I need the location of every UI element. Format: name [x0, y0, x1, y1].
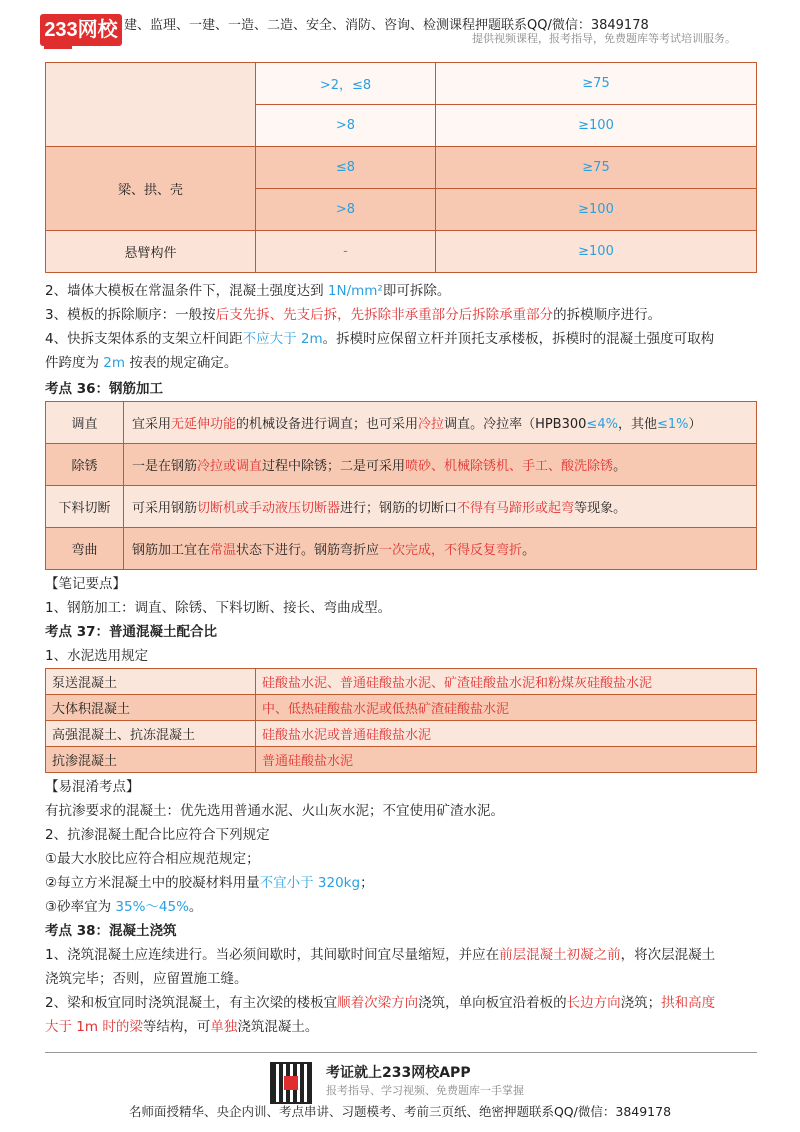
table-cell: [124, 486, 757, 528]
text-span: ）: [688, 417, 702, 432]
table-cell: [124, 402, 757, 444]
text-span: 3、模板的拆除顺序：一般按: [45, 307, 216, 323]
table-row: [46, 669, 757, 695]
highlight-text: 前层混凝土初凝之前: [499, 947, 621, 963]
highlight-text: 常温: [210, 543, 237, 558]
table-row: [46, 231, 757, 273]
formwork-paragraphs: [45, 279, 757, 375]
highlight-text: 不得有马蹄形或起弯: [457, 501, 575, 516]
table-cell: >2，≤8: [256, 63, 436, 105]
highlight-text: 不应大于 2m: [242, 331, 323, 347]
text-span: 等现象。: [574, 501, 627, 516]
paragraph: [45, 871, 757, 895]
highlight-text: 2m: [103, 355, 126, 371]
note-text: 1、钢筋加工：调直、除锈、下料切断、接长、弯曲成型。: [45, 600, 392, 616]
highlight-text: 不宜小于 320kg: [259, 875, 361, 891]
section-title: 考点 36：钢筋加工: [45, 381, 163, 397]
highlight-text: 拱和高度: [661, 995, 716, 1011]
highlight-text: 无延伸功能: [171, 417, 237, 432]
highlight-text: 切断机或手动液压切断器: [197, 501, 341, 516]
table-cell: 泵送混凝土: [46, 669, 256, 695]
table-cell: ≥100: [436, 189, 757, 231]
table-cell: 调直: [46, 402, 124, 444]
text-span: 。: [188, 899, 203, 915]
main-content: [45, 62, 757, 1039]
table-row: [46, 402, 757, 444]
logo-accent: [44, 44, 72, 49]
table-cell: 抗渗混凝土: [46, 747, 256, 773]
table-row: [46, 147, 757, 189]
text-span: ③砂率宜为: [45, 899, 116, 915]
text-span: 。: [522, 543, 536, 558]
table-row: [46, 444, 757, 486]
table-cell: 硅酸盐水泥、普通硅酸盐水泥、矿渣硅酸盐水泥和粉煤灰硅酸盐水泥: [256, 669, 757, 695]
text-span: 4、快拆支架体系的支架立杆间距: [45, 331, 243, 347]
highlight-text: 大于 1m 时的梁: [45, 1019, 143, 1035]
page-header: [0, 0, 800, 58]
table-cell: 梁、拱、壳: [46, 147, 256, 231]
table-cell: 除锈: [46, 444, 124, 486]
table-cell: 普通硅酸盐水泥: [256, 747, 757, 773]
header-service-line: 提供视频课程，报考指导，免费题库等考试培训服务。: [472, 32, 736, 45]
text-span: 调直。冷拉率（HPB300: [444, 417, 587, 432]
text-span: 的机械设备进行调直；也可采用: [236, 417, 419, 432]
table-cell: >8: [256, 105, 436, 147]
text-span: ，其他: [617, 417, 657, 432]
text-span: 浇筑，单向板宜沿着板的: [418, 995, 567, 1011]
highlight-text: 35%～45%: [115, 899, 189, 915]
highlight-text: 单独: [210, 1019, 238, 1035]
paragraph: 浇筑完毕；否则，应留置施工缝。: [45, 971, 248, 987]
highlight-text: ≤1%: [656, 417, 689, 432]
table-row: [46, 695, 757, 721]
footer-app-subtitle: 报考指导、学习视频、免费题库一手掌握: [326, 1084, 524, 1097]
footer-divider: [45, 1052, 757, 1053]
paragraph: [45, 1015, 757, 1039]
text-span: 按表的规定确定。: [125, 355, 238, 371]
highlight-text: ≤4%: [586, 417, 618, 432]
highlight-text: 1N/mm²: [327, 283, 383, 299]
text-span: 进行；钢筋的切断口: [340, 501, 458, 516]
qr-code-icon[interactable]: [270, 1062, 312, 1104]
text-span: ，将次层混凝土: [620, 947, 716, 963]
table-cell: 弯曲: [46, 528, 124, 570]
brand-logo[interactable]: 233网校: [40, 14, 122, 46]
table-row: [46, 747, 757, 773]
paragraph: [45, 351, 757, 375]
text-span: 钢筋加工宜在: [132, 543, 211, 558]
confusion-title: 【易混淆考点】: [45, 779, 140, 795]
highlight-text: 后支先拆、先支后拆，先拆除非承重部分后拆除承重部分: [215, 307, 554, 323]
paragraph: ①最大水胶比应符合相应规范规定；: [45, 851, 260, 867]
table-row: [46, 721, 757, 747]
highlight-text: 喷砂、机械除锈机、手工、酸洗除锈: [405, 459, 614, 474]
table-cell: >8: [256, 189, 436, 231]
text-span: 等结构，可: [142, 1019, 211, 1035]
table-cell: 中、低热硅酸盐水泥或低热矿渣硅酸盐水泥: [256, 695, 757, 721]
text-span: 浇筑混凝土。: [237, 1019, 319, 1035]
highlight-text: 顺着次梁方向: [337, 995, 419, 1011]
footer-contact: 名师面授精华、央企内训、考点串讲、习题模考、考前三页纸、绝密押题联系QQ/微信：3849178: [128, 1104, 672, 1119]
highlight-text: 长边方向: [566, 995, 621, 1011]
section-title: 考点 38：混凝土浇筑: [45, 923, 177, 939]
table-cell: ≥75: [436, 63, 757, 105]
paragraph: 2、抗渗混凝土配合比应符合下列规定: [45, 827, 270, 843]
formwork-strength-table: [45, 62, 757, 273]
table-cell: 悬臂构件: [46, 231, 256, 273]
rebar-processing-table: [45, 401, 757, 570]
table-cell: -: [256, 231, 436, 273]
paragraph: [45, 279, 757, 303]
text-span: 件跨度为: [45, 355, 104, 371]
highlight-text: 一次完成，不得反复弯折: [379, 543, 523, 558]
text-span: 2、梁和板宜同时浇筑混凝土，有主次梁的楼板宜: [45, 995, 338, 1011]
qr-logo-icon: [284, 1076, 298, 1090]
highlight-text: 冷拉或调直: [197, 459, 263, 474]
paragraph: [45, 991, 757, 1015]
text-span: 可采用钢筋: [132, 501, 198, 516]
text-span: 一是在钢筋: [132, 459, 198, 474]
table-cell: 大体积混凝土: [46, 695, 256, 721]
text-span: ②每立方米混凝土中的胶凝材料用量: [45, 875, 260, 891]
table-cell: ≥100: [436, 231, 757, 273]
text-span: 2、墙体大模板在常温条件下，混凝土强度达到: [45, 283, 328, 299]
text-span: 。拆模时应保留立杆并顶托支承楼板，拆模时的混凝土强度可取构: [322, 331, 715, 347]
paragraph: [45, 303, 757, 327]
header-contact-line: 建、监理、一建、一造、二造、安全、消防、咨询、检测课程押题联系QQ/微信：3849178: [124, 18, 649, 33]
table-cell: 硅酸盐水泥或普通硅酸盐水泥: [256, 721, 757, 747]
text-span: 状态下进行。钢筋弯折应: [236, 543, 380, 558]
table-cell: [124, 528, 757, 570]
cement-selection-table: [45, 668, 757, 773]
table-cell: ≤8: [256, 147, 436, 189]
table-cell: [46, 63, 256, 147]
table-row: [46, 63, 757, 105]
paragraph: [45, 943, 757, 967]
text-span: 浇筑；: [620, 995, 662, 1011]
text-span: 即可拆除。: [382, 283, 451, 299]
subheading: 1、水泥选用规定: [45, 648, 149, 664]
text-span: 过程中除锈；二是可采用: [262, 459, 406, 474]
footer-app-title: 考证就上233网校APP: [326, 1065, 471, 1081]
confusion-text: 有抗渗要求的混凝土：优先选用普通水泥、火山灰水泥；不宜使用矿渣水泥。: [45, 803, 504, 819]
highlight-text: 冷拉: [418, 417, 445, 432]
table-cell: [124, 444, 757, 486]
text-span: 1、浇筑混凝土应连续进行。当必须间歇时，其间歇时间宜尽量缩短，并应在: [45, 947, 500, 963]
table-cell: ≥100: [436, 105, 757, 147]
text-span: 的拆模顺序进行。: [553, 307, 662, 323]
paragraph: [45, 327, 757, 351]
table-cell: ≥75: [436, 147, 757, 189]
note-title: 【笔记要点】: [45, 576, 126, 592]
table-cell: 下料切断: [46, 486, 124, 528]
text-span: ；: [360, 875, 374, 891]
section-title: 考点 37：普通混凝土配合比: [45, 624, 217, 640]
table-row: [46, 528, 757, 570]
table-row: [46, 486, 757, 528]
text-span: 。: [613, 459, 627, 474]
text-span: 宜采用: [132, 417, 172, 432]
table-cell: 高强混凝土、抗冻混凝土: [46, 721, 256, 747]
paragraph: [45, 895, 757, 919]
